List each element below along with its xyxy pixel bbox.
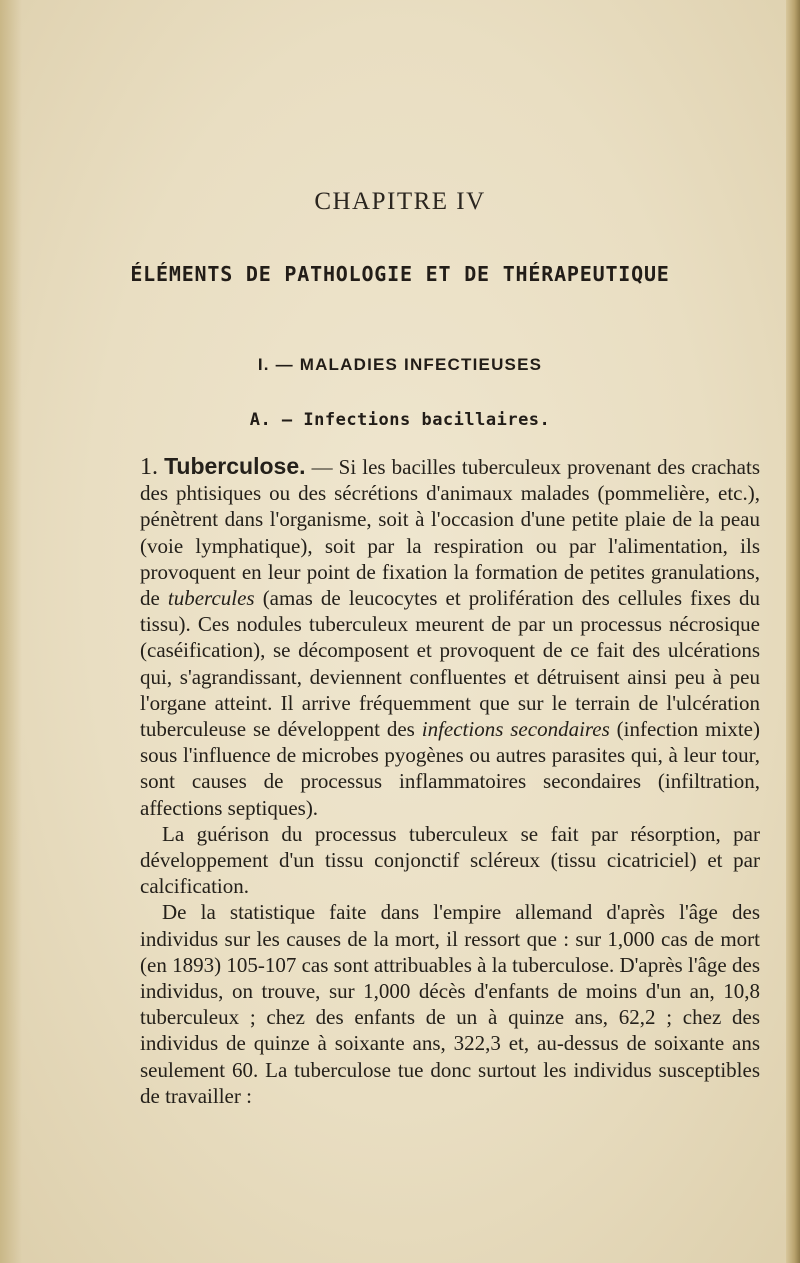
body-text [140,453,760,1109]
chapter-title: ÉLÉMENTS DE PATHOLOGIE ET DE THÉRAPEUTIQUE [130,262,670,286]
paragraph-tuberculose [140,453,760,821]
item-keyword: Tuberculose. [164,453,306,479]
item-number: 1. [140,454,158,480]
paragraph-statistique: De la statistique faite dans l'empire allemand d'après l'âge des individus sur les causes de la mort, il ressort que : sur 1,000 cas de mort (en 1893) 105-107 cas sont attribuables à la tuberculose. D'après l'âge des individus, on trouve, sur 1,000 décès d'enfants de moins d'un an, 10,8 tuberculeux ; chez des enfants de un à quinze ans, 62,2 ; chez des individus de quinze à soixante ans, 322,3 et, au-dessus de soixante ans seulement 60. La tuberculose tue donc surtout les individus susceptibles de travailler : [140,900,760,1108]
subsection-heading: A. — Infections bacillaires. [249,410,551,430]
paragraph-guerison: La guérison du processus tuberculeux se fait par résorption, par développement d'un tissu conjonctif scléreux (tissu cicatriciel) et par calcification. [140,821,760,899]
section-heading: I. — MALADIES INFECTIEUSES [257,355,543,374]
paragraph-text: (infection mixte) sous l'influence de microbes pyogènes ou autres parasites qui, à leur tour, sont causes de processus inflammatoires secondaires (infiltration, affections septiques). [140,717,760,820]
paragraph-text: (amas de leucocytes et prolifération des cellules fixes du tissu). Ces nodules tuberculeux meurent de par un processus nécrosique (caséification), se décomposent et provoquent de ce fait des ulcérations qui, s'agrandissant, deviennent confluentes et détruisent ainsi peu à peu l'organe atteint. Il arrive fréquemment que sur le terrain de l'ulcération tuberculeuse se développent des [140,586,760,742]
italic-term: infections secondaires [421,717,610,742]
italic-term: tubercules [167,586,255,611]
paragraph-text: — Si les bacilles tuberculeux provenant des crachats des phtisiques ou des sécrétions d'animaux malades (pommelière, etc.), pénètrent dans l'organisme, soit à l'occasion d'une petite plaie de la peau (voie lymphatique), soit par la respiration ou par l'alimentation, ils provoquent en leur point de fixation la formation de petites granulations, de [140,455,760,611]
chapter-heading: CHAPITRE IV [314,188,486,215]
